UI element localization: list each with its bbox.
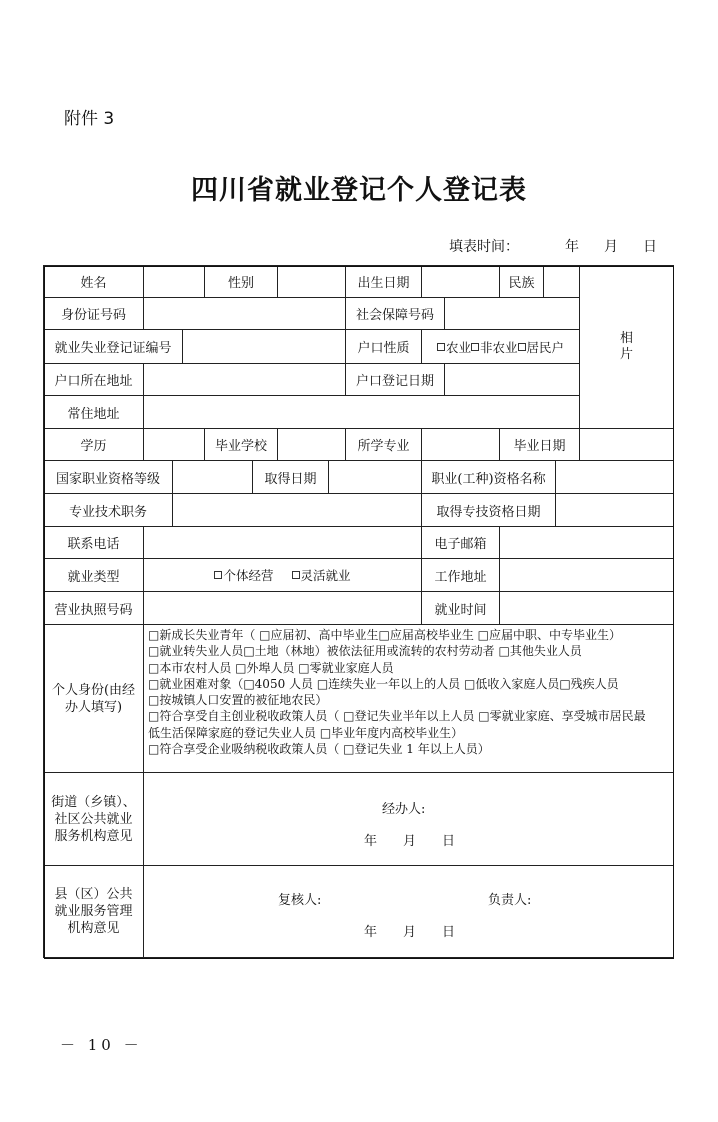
input-phone[interactable] (143, 526, 422, 559)
input-employment-time[interactable] (499, 591, 674, 625)
employment-type-options (143, 558, 422, 592)
label-residence: 常住地址 (43, 395, 144, 429)
checkbox-flexible-employment[interactable]: 灵活就业 (292, 566, 351, 584)
identity-line[interactable]: □新成长失业青年（ □应届初、高中毕业生□应届高校毕业生 □应届中职、中专毕业生） (148, 628, 621, 642)
county-date: 年 月 日 (364, 925, 456, 940)
fill-time-day: 日 (643, 239, 657, 255)
input-license-number[interactable] (143, 591, 422, 625)
input-school[interactable] (277, 428, 346, 461)
input-birth-date[interactable] (421, 265, 500, 298)
label-phone: 联系电话 (43, 526, 144, 559)
label-work-address: 工作地址 (421, 558, 500, 592)
input-hukou-address[interactable] (143, 363, 346, 396)
label-school: 毕业学校 (204, 428, 278, 461)
identity-line[interactable]: □符合享受企业吸纳税收政策人员（ □登记失业 1 年以上人员） (148, 742, 490, 757)
fill-time-year: 年 (565, 239, 579, 255)
identity-options[interactable] (143, 624, 674, 773)
label-social-security: 社会保障号码 (345, 297, 445, 330)
input-graduation-date[interactable] (579, 428, 674, 461)
label-employment-time: 就业时间 (421, 591, 500, 625)
input-obtain-date[interactable] (328, 460, 422, 494)
label-obtain-date: 取得日期 (252, 460, 329, 494)
input-employment-cert[interactable] (182, 329, 346, 364)
county-opinion-box[interactable] (143, 865, 674, 958)
label-tech-date: 取得专技资格日期 (421, 493, 556, 527)
identity-line[interactable]: □本市农村人员 □外埠人员 □零就业家庭人员 (148, 660, 394, 675)
page-number: － 10 － (60, 1036, 143, 1054)
handler-label: 经办人: (382, 802, 426, 817)
identity-line[interactable]: □就业困难对象（□4050 人员 □连续失业一年以上的人员 □低收入家庭人员□残疾人员 (148, 676, 619, 691)
photo-box[interactable]: 相 片 (579, 265, 674, 429)
checkbox-self-employed[interactable]: 个体经营 (214, 566, 273, 584)
checkbox-resident[interactable]: 居民户 (518, 338, 565, 356)
label-hukou-date: 户口登记日期 (345, 363, 445, 396)
identity-line[interactable]: □就业转失业人员□土地（林地）被依法征用或流转的农村劳动者 □其他失业人员 (148, 644, 582, 659)
reviewer-label: 复核人: (278, 893, 322, 908)
input-education[interactable] (143, 428, 205, 461)
input-major[interactable] (421, 428, 500, 461)
identity-line[interactable]: □按城镇人口安置的被征地农民） (148, 693, 328, 708)
checkbox-non-agricultural[interactable]: 非农业 (471, 338, 518, 356)
responsible-label: 负责人: (488, 893, 532, 908)
handler-date: 年 月 日 (364, 834, 456, 849)
label-license-number: 营业执照号码 (43, 591, 144, 625)
checkbox-agricultural[interactable]: 农业 (437, 338, 471, 356)
label-county-opinion: 县（区）公共就业服务管理机构意见 (43, 865, 144, 958)
label-education: 学历 (43, 428, 144, 461)
input-email[interactable] (499, 526, 674, 559)
identity-line[interactable]: 低生活保障家庭的登记失业人员 □毕业年度内高校毕业生） (148, 725, 464, 740)
label-ethnicity: 民族 (499, 265, 544, 298)
input-id-number[interactable] (143, 297, 346, 330)
input-work-address[interactable] (499, 558, 674, 592)
label-graduation-date: 毕业日期 (499, 428, 580, 461)
label-tech-position: 专业技术职务 (43, 493, 173, 527)
label-qualification-name: 职业(工种)资格名称 (421, 460, 556, 494)
input-qualification-level[interactable] (172, 460, 253, 494)
input-residence[interactable] (143, 395, 580, 429)
label-employment-cert: 就业失业登记证编号 (43, 329, 183, 364)
street-opinion-box[interactable] (143, 772, 674, 866)
hukou-type-options (421, 329, 580, 364)
fill-time-month: 月 (604, 239, 618, 255)
input-ethnicity[interactable] (543, 265, 580, 298)
input-tech-date[interactable] (555, 493, 674, 527)
label-id-number: 身份证号码 (43, 297, 144, 330)
input-social-security[interactable] (444, 297, 580, 330)
label-street-opinion: 街道（乡镇）、社区公共就业服务机构意见 (43, 772, 144, 866)
label-hukou-type: 户口性质 (345, 329, 422, 364)
label-hukou-address: 户口所在地址 (43, 363, 144, 396)
identity-line[interactable]: □符合享受自主创业税收政策人员（ □登记失业半年以上人员 □零就业家庭、享受城市居民最 (148, 709, 646, 724)
form-title: 四川省就业登记个人登记表 (191, 175, 527, 206)
label-qualification-level: 国家职业资格等级 (43, 460, 173, 494)
input-hukou-date[interactable] (444, 363, 580, 396)
fill-time-label: 填表时间： (449, 239, 519, 255)
label-employment-type: 就业类型 (43, 558, 144, 592)
input-name[interactable] (143, 265, 205, 298)
label-major: 所学专业 (345, 428, 422, 461)
label-name: 姓名 (43, 265, 144, 298)
input-gender[interactable] (277, 265, 346, 298)
label-birth-date: 出生日期 (345, 265, 422, 298)
attachment-label: 附件 3 (64, 109, 115, 129)
label-gender: 性别 (204, 265, 278, 298)
input-qualification-name[interactable] (555, 460, 674, 494)
label-email: 电子邮箱 (421, 526, 500, 559)
input-tech-position[interactable] (172, 493, 422, 527)
label-identity: 个人身份(由经办人填写) (43, 624, 144, 773)
